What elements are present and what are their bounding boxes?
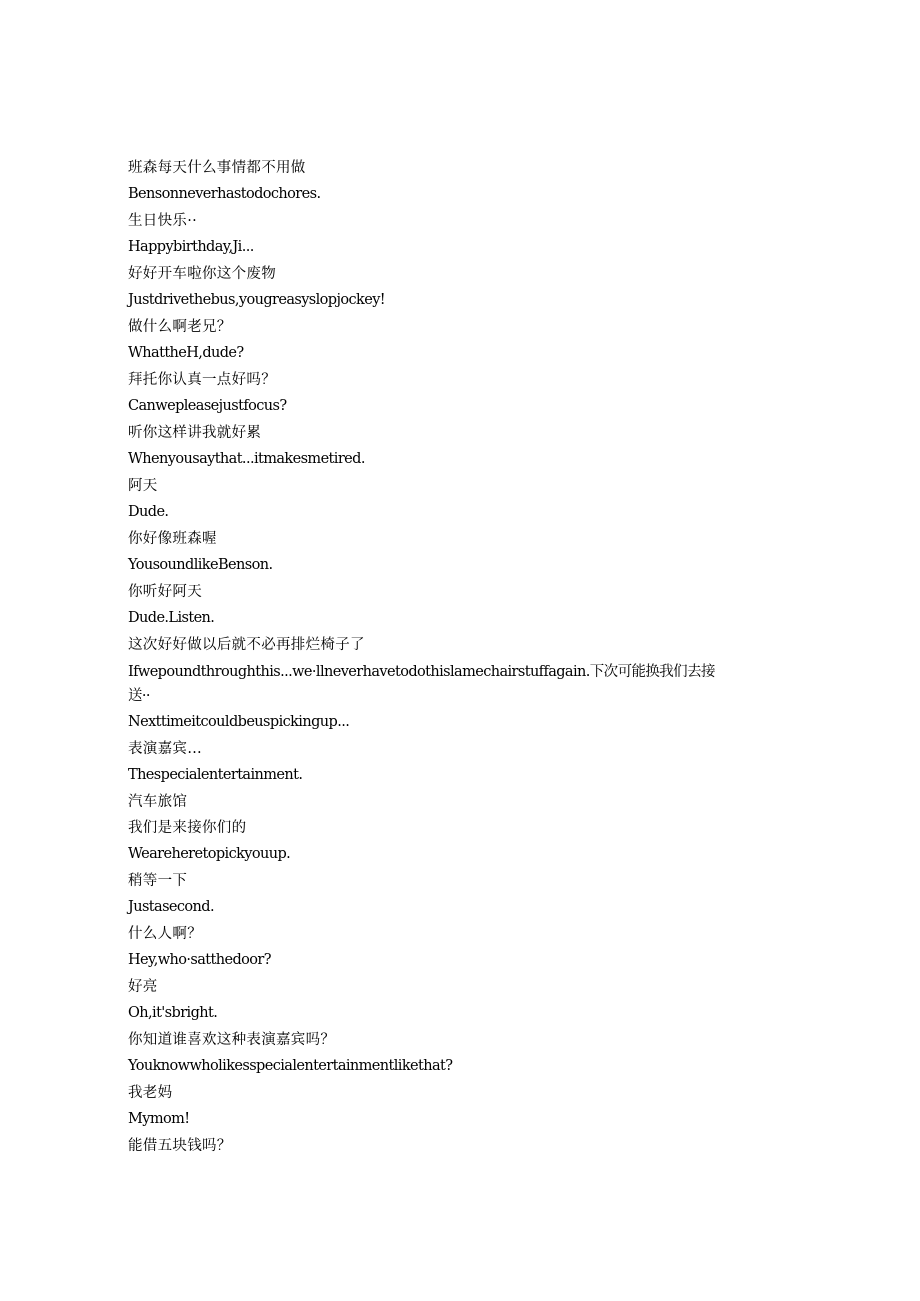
chinese-subtitle-line: 汽车旅馆 [128, 794, 188, 810]
english-subtitle-line: Oh,it'sbright. [128, 1005, 218, 1021]
english-subtitle-line: Weareheretopickyouup. [128, 846, 291, 862]
chinese-subtitle-line: 你好像班森喔 [128, 531, 217, 547]
english-subtitle-line: Nexttimeitcouldbeuspickingup... [128, 714, 350, 730]
english-subtitle-line: YousoundlikeBenson. [128, 557, 273, 573]
chinese-subtitle-line: 听你这样讲我就好累 [128, 425, 262, 441]
chinese-subtitle-line: 生日快乐·· [128, 213, 198, 229]
english-subtitle-line: Justasecond. [128, 899, 214, 915]
chinese-subtitle-line: 班森每天什么事情都不用做 [128, 160, 306, 176]
chinese-subtitle-line: 好好开车啦你这个废物 [128, 266, 276, 282]
chinese-subtitle-line: 表演嘉宾… [128, 741, 202, 757]
chinese-subtitle-line: 我们是来接你们的 [128, 820, 247, 836]
english-subtitle-line: Justdrivethebus,yougreasyslopjockey! [128, 292, 386, 308]
chinese-subtitle-line: 我老妈 [128, 1085, 173, 1101]
english-subtitle-line: WhattheH,dude? [128, 345, 244, 361]
english-subtitle-line: Dude.Listen. [128, 610, 215, 626]
chinese-subtitle-line: 你知道谁喜欢这种表演嘉宾吗？ [128, 1032, 336, 1048]
english-subtitle-line: Dude. [128, 504, 169, 520]
english-subtitle-line: Ifwepoundthroughthis...we·llneverhavetodothislamechairstuffagain.下次可能换我们去接送·· [128, 664, 715, 704]
chinese-subtitle-line: 好亮 [128, 979, 158, 995]
english-subtitle-line: Hey,who·satthedoor? [128, 952, 271, 968]
english-subtitle-line: Whenyousaythat...itmakesmetired. [128, 451, 365, 467]
chinese-subtitle-line: 你听好阿天 [128, 584, 202, 600]
english-subtitle-line: Canwepleasejustfocus? [128, 398, 287, 414]
english-subtitle-line: Bensonneverhastodochores. [128, 186, 321, 202]
chinese-subtitle-line: 这次好好做以后就不必再排烂椅子了 [128, 637, 365, 653]
english-subtitle-line: Youknowwholikesspecialentertainmentlikethat? [128, 1058, 453, 1074]
chinese-subtitle-line: 阿天 [128, 478, 158, 494]
chinese-subtitle-line: 能借五块钱吗？ [128, 1138, 232, 1154]
chinese-subtitle-line: 什么人啊？ [128, 926, 202, 942]
english-subtitle-line: Thespecialentertainment. [128, 767, 303, 783]
subtitle-transcript [128, 155, 728, 1159]
chinese-subtitle-line: 拜托你认真一点好吗？ [128, 372, 276, 388]
english-subtitle-line: Happybirthday,Ji... [128, 239, 254, 255]
english-subtitle-line: Mymom! [128, 1111, 190, 1127]
chinese-subtitle-line: 稍等一下 [128, 873, 188, 889]
chinese-subtitle-line: 做什么啊老兄？ [128, 319, 232, 335]
